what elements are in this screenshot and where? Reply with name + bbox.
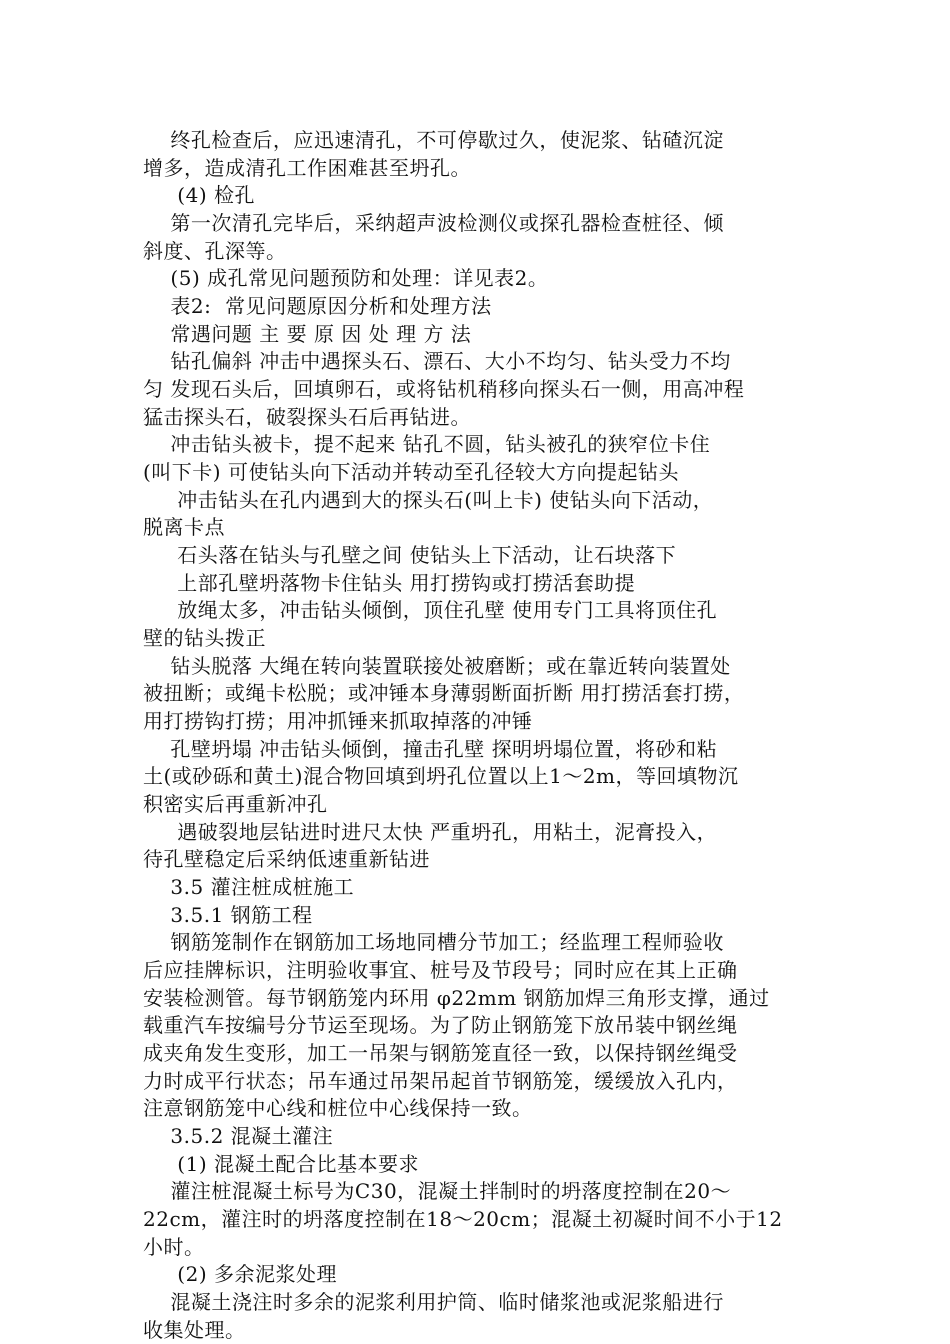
text-line: 3.5.2 混凝土灌注: [143, 1124, 334, 1148]
text-line: 冲击钻头在孔内遇到大的探头石(叫上卡) 使钻头向下活动，: [143, 488, 714, 512]
text-line: 安装检测管。每节钢筋笼内环用 φ22mm 钢筋加焊三角形支撑，通过: [143, 986, 770, 1010]
text-line: (叫下卡) 可使钻头向下活动并转动至孔径较大方向提起钻头: [143, 460, 679, 484]
text-line: 表2: 常见问题原因分析和处理方法: [143, 294, 492, 318]
text-line: 增多，造成清孔工作困难甚至坍孔。: [143, 156, 471, 180]
text-line: 钢筋笼制作在钢筋加工场地同槽分节加工；经监理工程师验收: [143, 930, 724, 954]
text-line: 3.5.1 钢筋工程: [143, 903, 313, 927]
text-line: 终孔检查后，应迅速清孔，不可停歇过久，使泥浆、钻碴沉淀: [143, 128, 724, 152]
text-line: 遇破裂地层钻进时进尺太快 严重坍孔，用粘土，泥膏投入，: [143, 820, 718, 844]
text-line: 3.5 灌注桩成桩施工: [143, 875, 355, 899]
text-line: 被扭断；或绳卡松脱；或冲锤本身薄弱断面折断 用打捞活套打捞，: [143, 681, 745, 705]
text-line: (2) 多余泥浆处理: [143, 1262, 337, 1286]
text-line: 孔壁坍塌 冲击钻头倾倒，撞击孔壁 探明坍塌位置，将砂和粘: [143, 737, 718, 761]
text-line: 后应挂牌标识，注明验收事宜、桩号及节段号；同时应在其上正确: [143, 958, 738, 982]
text-line: 壁的钻头拨正: [143, 626, 266, 650]
text-line: 钻头脱落 大绳在转向装置联接处被磨断；或在靠近转向装置处: [143, 654, 731, 678]
text-line: 石头落在钻头与孔壁之间 使钻头上下活动，让石块落下: [143, 543, 677, 567]
text-line: 小时。: [143, 1235, 205, 1259]
text-line: 成夹角发生变形，加工一吊架与钢筋笼直径一致，以保持钢丝绳受: [143, 1041, 738, 1065]
text-line: 灌注桩混凝土标号为C30，混凝土拌制时的坍落度控制在20～: [143, 1179, 732, 1203]
text-line: (5) 成孔常见问题预防和处理：详见表2。: [143, 266, 549, 290]
text-line: 注意钢筋笼中心线和桩位中心线保持一致。: [143, 1096, 533, 1120]
text-line: 常遇问题 主 要 原 因 处 理 方 法: [143, 322, 472, 346]
text-line: 匀 发现石头后，回填卵石，或将钻机稍移向探头石一侧，用高冲程: [143, 377, 745, 401]
text-line: 收集处理。: [143, 1318, 246, 1342]
text-line: 力时成平行状态；吊车通过吊架吊起首节钢筋笼，缓缓放入孔内，: [143, 1069, 738, 1093]
text-line: 22cm，灌注时的坍落度控制在18～20cm；混凝土初凝时间不小于12: [143, 1207, 783, 1231]
text-line: 土(或砂砾和黄土)混合物回填到坍孔位置以上1～2m，等回填物沉: [143, 764, 739, 788]
text-line: 冲击钻头被卡，提不起来 钻孔不圆，钻头被孔的狭窄位卡住: [143, 432, 711, 456]
text-line: 第一次清孔完毕后，采纳超声波检测仪或探孔器检查桩径、倾: [143, 211, 724, 235]
text-line: (4) 检孔: [143, 183, 255, 207]
text-line: 载重汽车按编号分节运至现场。为了防止钢筋笼下放吊装中钢丝绳: [143, 1013, 738, 1037]
text-line: 钻孔偏斜 冲击中遇探头石、漂石、大小不均匀、钻头受力不均: [143, 349, 731, 373]
text-line: 上部孔壁坍落物卡住钻头 用打捞钩或打捞活套助提: [143, 571, 636, 595]
text-line: 混凝土浇注时多余的泥浆利用护筒、临时储浆池或泥浆船进行: [143, 1290, 724, 1314]
text-line: 斜度、孔深等。: [143, 239, 287, 263]
text-line: 猛击探头石，破裂探头石后再钻进。: [143, 405, 471, 429]
text-line: 脱离卡点: [143, 515, 225, 539]
text-line: (1) 混凝土配合比基本要求: [143, 1152, 419, 1176]
text-line: 放绳太多，冲击钻头倾倒，顶住孔壁 使用专门工具将顶住孔: [143, 598, 718, 622]
text-line: 待孔壁稳定后采纳低速重新钻进: [143, 847, 430, 871]
text-line: 用打捞钩打捞；用冲抓锤来抓取掉落的冲锤: [143, 709, 533, 733]
text-line: 积密实后再重新冲孔: [143, 792, 328, 816]
